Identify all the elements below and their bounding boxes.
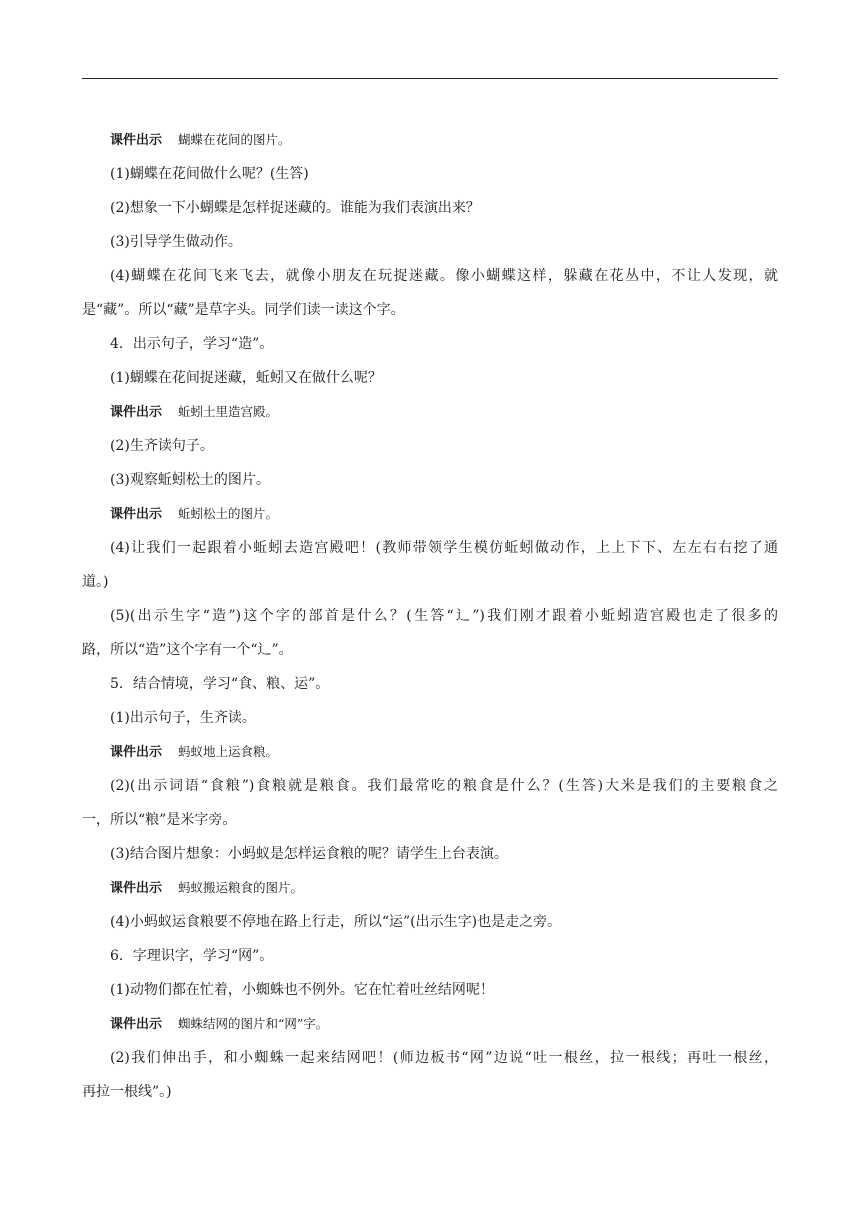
- paragraph-line: (3)结合图片想象：小蚂蚁是怎样运食粮的呢？请学生上台表演。: [110, 846, 508, 862]
- paragraph-line: (1)蝴蝶在花间捉迷藏，蚯蚓又在做什么呢？: [110, 370, 382, 386]
- courseware-label: 课件出示: [110, 881, 163, 896]
- paragraph-line: (1)蝴蝶在花间做什么呢？(生答): [110, 166, 309, 182]
- paragraph-line: (1)出示句子，生齐读。: [110, 710, 256, 726]
- courseware-show-line: 课件出示 蚂蚁地上运食粮。: [110, 744, 279, 760]
- courseware-label: 课件出示: [110, 133, 163, 148]
- courseware-show-line: 课件出示 蝴蝶在花间的图片。: [110, 132, 291, 148]
- paragraph-line: 道。): [82, 574, 109, 590]
- paragraph-line: (4)让我们一起跟着小蚯蚓去造宫殿吧！(教师带领学生模仿蚯蚓做动作，上上下下、左左右右挖了通: [110, 540, 778, 556]
- paragraph-line: (4)小蚂蚁运食粮要不停地在路上行走，所以“运”(出示生字)也是走之旁。: [110, 914, 562, 930]
- courseware-label: 课件出示: [110, 745, 163, 760]
- section-heading: 6．字理识字，学习“网”。: [110, 948, 274, 964]
- paragraph-line: (2)(出示词语“食粮”)食粮就是粮食。我们最常吃的粮食是什么？(生答)大米是我们的主要粮食之: [110, 778, 778, 794]
- paragraph-line: (3)引导学生做动作。: [110, 234, 242, 250]
- courseware-show-line: 课件出示 蜘蛛结网的图片和“网”字。: [110, 1016, 329, 1032]
- courseware-label: 课件出示: [110, 1017, 163, 1032]
- courseware-label: 课件出示: [110, 405, 163, 420]
- section-heading: 4．出示句子，学习“造”。: [110, 336, 274, 352]
- paragraph-line: 再拉一根线”。): [82, 1084, 172, 1100]
- courseware-label: 课件出示: [110, 507, 163, 522]
- paragraph-line: (5)(出示生字“造”)这个字的部首是什么？(生答“辶”)我们刚才跟着小蚯蚓造宫殿也走了很多的: [110, 608, 778, 624]
- paragraph-line: (3)观察蚯蚓松土的图片。: [110, 472, 270, 488]
- courseware-show-line: 课件出示 蚯蚓土里造宫殿。: [110, 404, 279, 420]
- paragraph-line: 是“藏”。所以“藏”是草字头。同学们读一读这个字。: [82, 302, 405, 318]
- paragraph-line: (1)动物们都在忙着，小蜘蛛也不例外。它在忙着吐丝结网呢！: [110, 982, 494, 998]
- paragraph-line: (2)生齐读句子。: [110, 438, 214, 454]
- paragraph-line: (2)想象一下小蝴蝶是怎样捉迷藏的。谁能为我们表演出来？: [110, 200, 480, 216]
- section-heading: 5．结合情境，学习“食、粮、运”。: [110, 676, 330, 692]
- header-rule: [82, 78, 778, 79]
- paragraph-line: 一，所以“粮”是米字旁。: [82, 812, 237, 828]
- courseware-show-line: 课件出示 蚯蚓松土的图片。: [110, 506, 279, 522]
- paragraph-line: (2)我们伸出手，和小蜘蛛一起来结网吧！(师边板书“网”边说“吐一根丝，拉一根线；再吐一根丝，: [110, 1050, 778, 1066]
- paragraph-line: (4)蝴蝶在花间飞来飞去，就像小朋友在玩捉迷藏。像小蝴蝶这样，躲藏在花丛中，不让人发现，就: [110, 268, 778, 284]
- paragraph-line: 路，所以“造”这个字有一个“辶”。: [82, 642, 293, 658]
- courseware-show-line: 课件出示 蚂蚁搬运粮食的图片。: [110, 880, 304, 896]
